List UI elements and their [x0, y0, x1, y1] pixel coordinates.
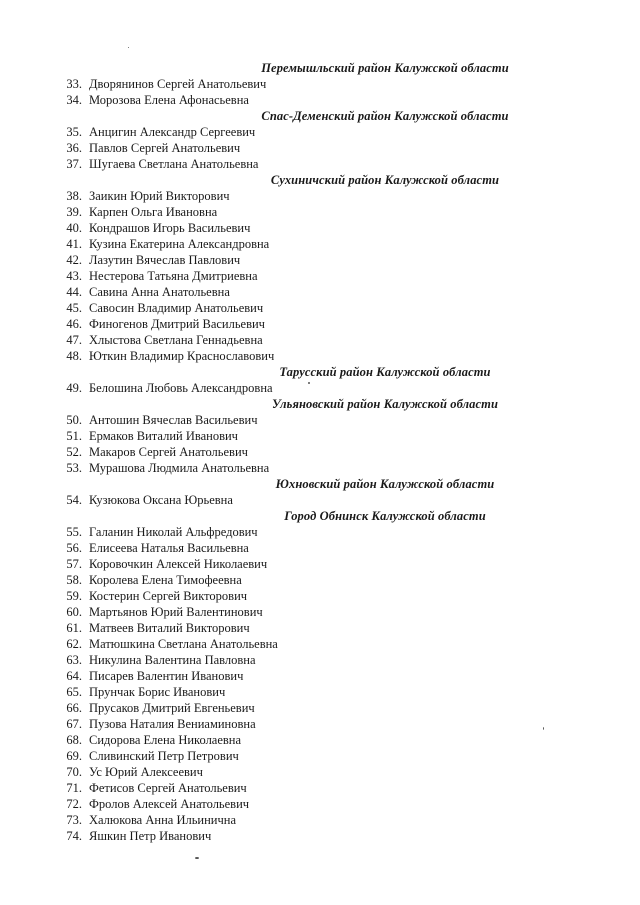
list-item	[0, 540, 640, 556]
person-name: Дворянинов Сергей Анатольевич	[89, 77, 267, 91]
person-name: Фетисов Сергей Анатольевич	[89, 781, 247, 795]
item-number: 40.	[66, 221, 82, 235]
list-item	[0, 652, 640, 668]
person-name: Юткин Владимир Краснославович	[89, 349, 275, 363]
person-name: Сидорова Елена Николаевна	[89, 733, 242, 747]
person-name: Матвеев Виталий Викторович	[89, 621, 250, 635]
item-number: 63.	[66, 653, 82, 667]
list-item	[0, 556, 640, 572]
person-name: Хлыстова Светлана Геннадьевна	[89, 333, 263, 347]
item-number: 48.	[66, 349, 82, 363]
item-number: 69.	[66, 749, 82, 763]
person-name: Прусаков Дмитрий Евгеньевич	[89, 701, 255, 715]
list-item	[0, 188, 640, 204]
person-name: Павлов Сергей Анатольевич	[89, 141, 241, 155]
person-name: Ермаков Виталий Иванович	[89, 429, 238, 443]
person-name: Королева Елена Тимофеевна	[89, 573, 242, 587]
item-number: 55.	[66, 525, 82, 539]
item-number: 43.	[66, 269, 82, 283]
person-name: Савина Анна Анатольевна	[89, 285, 230, 299]
list-item	[0, 716, 640, 732]
list-item	[0, 444, 640, 460]
item-number: 46.	[66, 317, 82, 331]
person-name: Шугаева Светлана Анатольевна	[89, 157, 259, 171]
person-name: Савосин Владимир Анатольевич	[89, 301, 264, 315]
section-heading: Сухиничский район Калужской области	[270, 173, 500, 187]
list-item	[0, 700, 640, 716]
scan-speck	[128, 47, 129, 48]
item-number: 54.	[66, 493, 82, 507]
section-heading: Перемышльский район Калужской области	[261, 61, 509, 75]
list-item	[0, 236, 640, 252]
item-number: 50.	[66, 413, 82, 427]
person-name: Ус Юрий Алексеевич	[89, 765, 203, 779]
list-item	[0, 332, 640, 348]
item-number: 61.	[66, 621, 82, 635]
person-name: Елисеева Наталья Васильевна	[89, 541, 249, 555]
list-item	[0, 300, 640, 316]
item-number: 36.	[66, 141, 82, 155]
person-name: Лазутин Вячеслав Павлович	[89, 253, 241, 267]
list-item	[0, 684, 640, 700]
section-heading: Тарусский район Калужской области	[279, 365, 491, 379]
item-number: 52.	[66, 445, 82, 459]
item-number: 42.	[66, 253, 82, 267]
list-item	[0, 348, 640, 364]
person-name: Пузова Наталия Вениаминовна	[89, 717, 256, 731]
list-item	[0, 828, 640, 844]
item-number: 66.	[66, 701, 82, 715]
item-number: 53.	[66, 461, 82, 475]
list-item	[0, 140, 640, 156]
person-name: Костерин Сергей Викторович	[89, 589, 248, 603]
person-name: Фролов Алексей Анатольевич	[89, 797, 250, 811]
person-name: Заикин Юрий Викторович	[89, 189, 230, 203]
person-name: Кузина Екатерина Александровна	[89, 237, 270, 251]
item-number: 33.	[66, 77, 82, 91]
list-item	[0, 76, 640, 92]
list-item	[0, 380, 640, 396]
list-item	[0, 92, 640, 108]
item-number: 59.	[66, 589, 82, 603]
list-item	[0, 124, 640, 140]
list-item	[0, 156, 640, 172]
person-name: Кондрашов Игорь Васильевич	[89, 221, 251, 235]
list-item	[0, 636, 640, 652]
person-name: Коровочкин Алексей Николаевич	[89, 557, 268, 571]
list-item	[0, 764, 640, 780]
item-number: 64.	[66, 669, 82, 683]
list-item	[0, 812, 640, 828]
list-item	[0, 220, 640, 236]
person-name: Антошин Вячеслав Васильевич	[89, 413, 258, 427]
list-item	[0, 412, 640, 428]
person-name: Мартьянов Юрий Валентинович	[89, 605, 263, 619]
list-item	[0, 284, 640, 300]
person-name: Кузюкова Оксана Юрьевна	[89, 493, 233, 507]
list-item	[0, 796, 640, 812]
item-number: 34.	[66, 93, 82, 107]
item-number: 57.	[66, 557, 82, 571]
list-item	[0, 780, 640, 796]
item-number: 68.	[66, 733, 82, 747]
person-name: Сливинский Петр Петрович	[89, 749, 239, 763]
item-number: 71.	[66, 781, 82, 795]
item-number: 56.	[66, 541, 82, 555]
scan-speck	[195, 857, 199, 859]
item-number: 47.	[66, 333, 82, 347]
item-number: 67.	[66, 717, 82, 731]
list-item	[0, 428, 640, 444]
person-name: Яшкин Петр Иванович	[89, 829, 212, 843]
list-item	[0, 268, 640, 284]
person-name: Мурашова Людмила Анатольевна	[89, 461, 270, 475]
person-name: Анцигин Александр Сергеевич	[89, 125, 256, 139]
person-name: Писарев Валентин Иванович	[89, 669, 244, 683]
list-item	[0, 668, 640, 684]
item-number: 62.	[66, 637, 82, 651]
section-heading: Город Обнинск Калужской области	[284, 509, 486, 523]
list-item	[0, 588, 640, 604]
section-heading: Ульяновский район Калужской области	[271, 397, 499, 411]
list-item	[0, 252, 640, 268]
person-name: Белошина Любовь Александровна	[89, 381, 273, 395]
person-name: Финогенов Дмитрий Васильевич	[89, 317, 265, 331]
item-number: 38.	[66, 189, 82, 203]
item-number: 49.	[66, 381, 82, 395]
item-number: 65.	[66, 685, 82, 699]
list-item	[0, 316, 640, 332]
list-item	[0, 748, 640, 764]
item-number: 51.	[66, 429, 82, 443]
item-number: 72.	[66, 797, 82, 811]
list-item	[0, 204, 640, 220]
item-number: 60.	[66, 605, 82, 619]
item-number: 37.	[66, 157, 82, 171]
item-number: 41.	[66, 237, 82, 251]
item-number: 73.	[66, 813, 82, 827]
item-number: 74.	[66, 829, 82, 843]
list-item	[0, 604, 640, 620]
person-name: Галанин Николай Альфредович	[89, 525, 258, 539]
person-name: Халюкова Анна Ильинична	[89, 813, 236, 827]
item-number: 58.	[66, 573, 82, 587]
item-number: 44.	[66, 285, 82, 299]
person-name: Никулина Валентина Павловна	[89, 653, 256, 667]
person-name: Матюшкина Светлана Анатольевна	[89, 637, 278, 651]
person-name: Карпен Ольга Ивановна	[89, 205, 218, 219]
person-name: Макаров Сергей Анатольевич	[89, 445, 248, 459]
list-item	[0, 620, 640, 636]
item-number: 45.	[66, 301, 82, 315]
item-number: 35.	[66, 125, 82, 139]
name-list	[0, 60, 640, 844]
list-item	[0, 460, 640, 476]
person-name: Прунчак Борис Иванович	[89, 685, 226, 699]
item-number: 70.	[66, 765, 82, 779]
section-heading: Юхновский район Калужской области	[275, 477, 495, 491]
section-heading: Спас-Деменский район Калужской области	[261, 109, 509, 123]
person-name: Нестерова Татьяна Дмитриевна	[89, 269, 258, 283]
list-item	[0, 524, 640, 540]
list-item	[0, 492, 640, 508]
item-number: 39.	[66, 205, 82, 219]
list-item	[0, 572, 640, 588]
list-item	[0, 732, 640, 748]
person-name: Морозова Елена Афонасьевна	[89, 93, 249, 107]
